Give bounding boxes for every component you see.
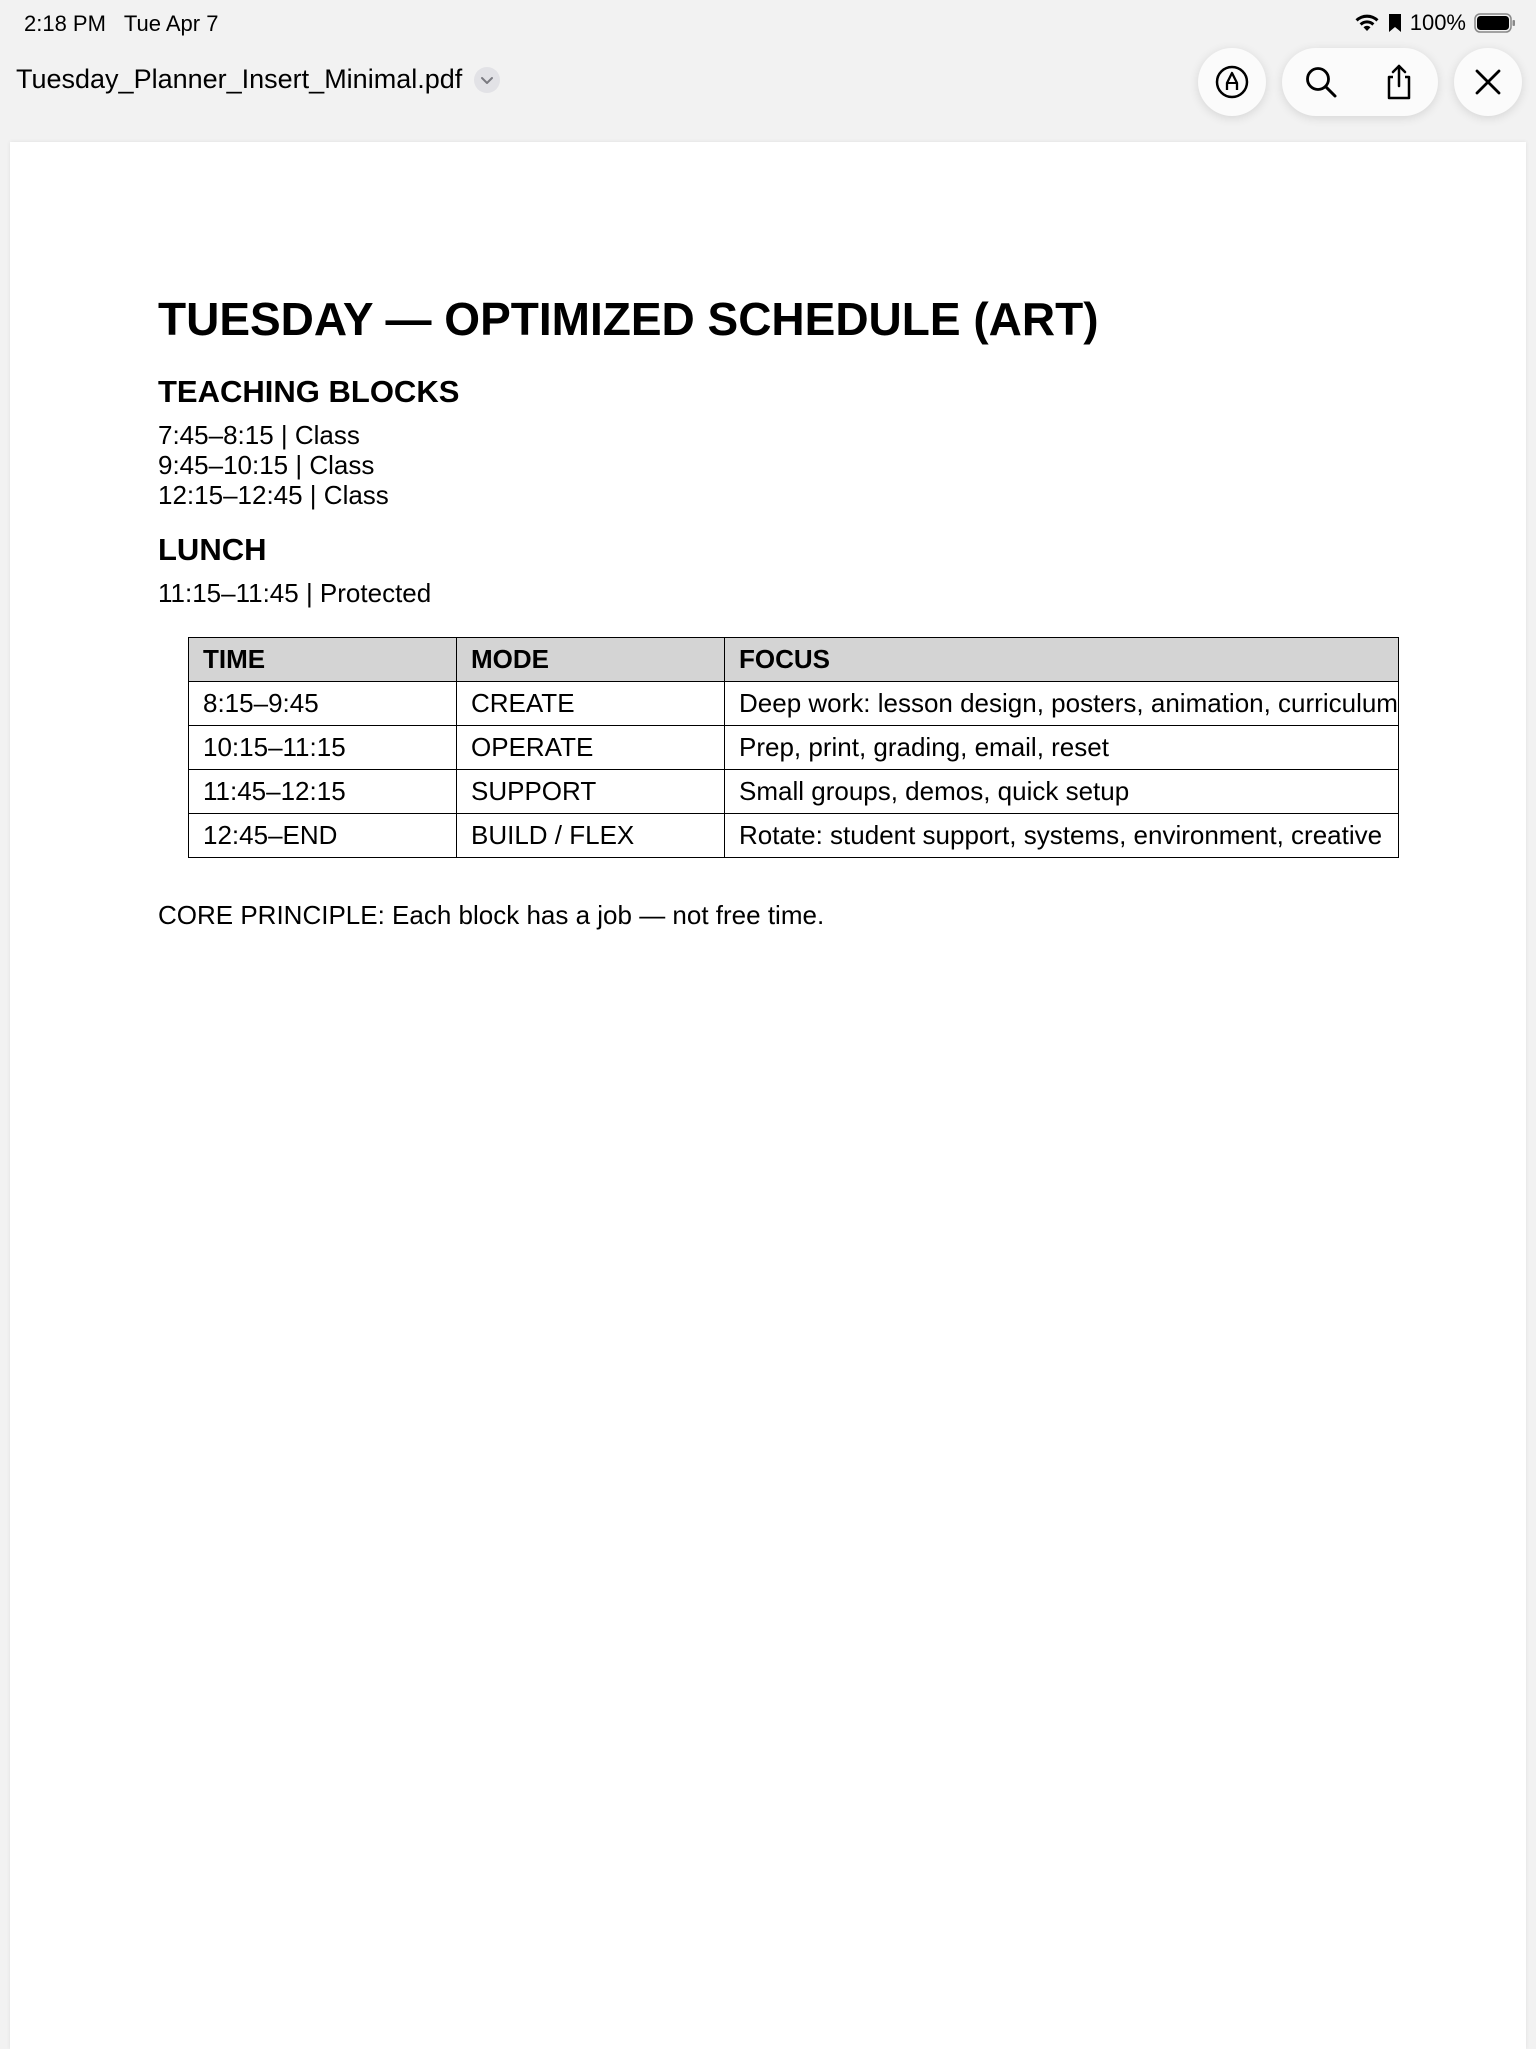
cell-time: 8:15–9:45 [189,682,457,726]
table-row [189,770,1399,814]
page-title: TUESDAY — OPTIMIZED SCHEDULE (ART) [158,293,1099,345]
cell-focus: Prep, print, grading, email, reset [725,726,1399,770]
header-mode: MODE [457,638,725,682]
schedule-table [188,637,1399,858]
status-time [24,11,218,37]
teaching-block-line: 7:45–8:15 | Class [158,420,360,450]
document-title: Tuesday_Planner_Insert_Minimal.pdf [16,64,463,94]
cell-mode: BUILD / FLEX [457,814,725,858]
lunch-line: 11:15–11:45 | Protected [158,578,432,608]
lunch-heading: LUNCH [158,532,267,567]
cell-mode: OPERATE [457,726,725,770]
cell-time: 10:15–11:15 [189,726,457,770]
battery-percent: 100% [1409,10,1466,35]
markup-icon [1214,64,1250,100]
search-button[interactable] [1289,50,1353,114]
share-icon [1384,64,1414,100]
teaching-block-line: 12:15–12:45 | Class [158,480,389,510]
teaching-blocks-list [158,420,389,510]
chevron-down-icon[interactable] [474,67,500,93]
bookmark-icon [1388,13,1402,33]
cell-mode: CREATE [457,682,725,726]
cell-focus: Deep work: lesson design, posters, animation, curriculum [725,682,1399,726]
header-focus: FOCUS [725,638,1399,682]
teaching-blocks-heading: TEACHING BLOCKS [158,374,460,409]
table-header-row [189,638,1399,682]
status-clock: 2:18 PM [24,11,106,36]
cell-mode: SUPPORT [457,770,725,814]
table-row [189,682,1399,726]
close-icon [1474,68,1502,96]
status-date: Tue Apr 7 [123,11,219,36]
table-row [189,814,1399,858]
markup-button[interactable] [1198,48,1266,116]
share-button[interactable] [1367,50,1431,114]
lunch-list [158,578,431,608]
battery-icon [1474,13,1516,33]
cell-focus: Rotate: student support, systems, environment, creative [725,814,1399,858]
teaching-block-line: 9:45–10:15 | Class [158,450,375,480]
table-row [189,726,1399,770]
status-bar [0,0,1536,46]
status-indicators [1354,10,1516,36]
close-button[interactable] [1454,48,1522,116]
search-icon [1304,65,1338,99]
document-title-menu[interactable] [16,64,500,95]
search-share-group [1282,48,1438,116]
cell-time: 12:45–END [189,814,457,858]
wifi-icon [1354,13,1380,33]
pdf-page [10,142,1526,2049]
cell-time: 11:45–12:15 [189,770,457,814]
nav-bar [0,46,1536,142]
cell-focus: Small groups, demos, quick setup [725,770,1399,814]
core-principle: CORE PRINCIPLE: Each block has a job — not free time. [158,900,825,930]
header-time: TIME [189,638,457,682]
